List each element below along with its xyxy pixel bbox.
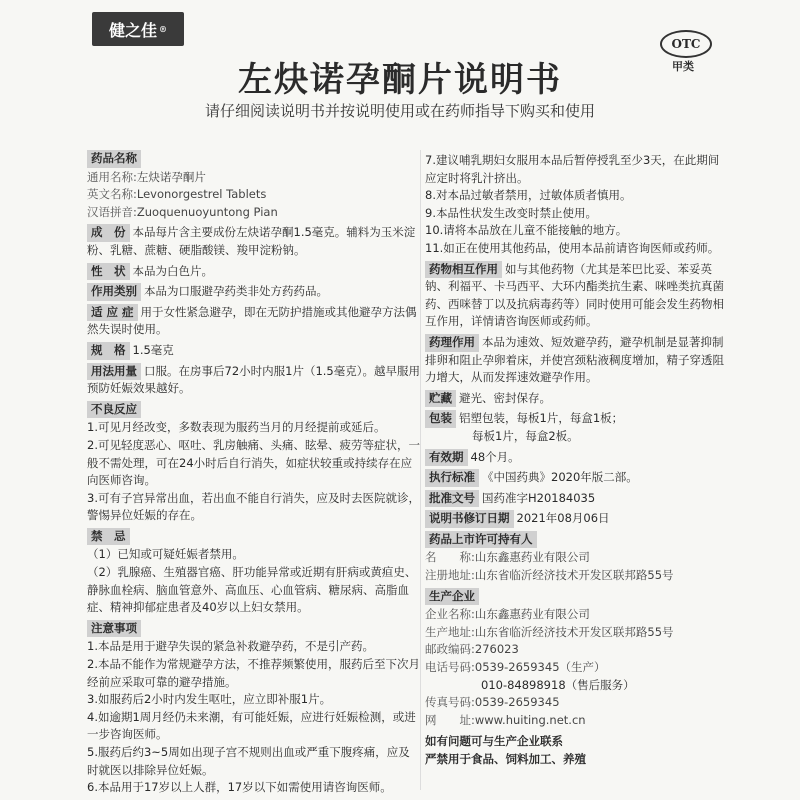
contra-item: （1）已知或可疑妊娠者禁用。 <box>87 547 244 562</box>
right-column <box>425 152 730 769</box>
otc-badge: OTC <box>660 30 712 58</box>
adverse-item: 1.可见月经改变，多数表现为服药当月的月经提前或延后。 <box>87 420 386 435</box>
package-section: 包装 铝塑包装，每板1片，每盒1板； 每板1片，每盒2板。 <box>425 410 730 445</box>
interactions-section: 药物相互作用 如与其他药物（尤其是苯巴比妥、苯妥英钠、利福平、卡马西平、大环内酯类抗生素、咪唑类抗真菌药、西咪替丁以及抗病毒药等）同时使用可能会发生药物相互作用，详情请咨询医师或药师。 <box>425 261 724 329</box>
precaution-item: 1.本品是用于避孕失误的紧急补救避孕药，不是引产药。 <box>87 639 374 654</box>
precaution-item: 10.请将本品放在儿童不能接触的地方。 <box>425 223 628 238</box>
approval-section: 批准文号 国药准字H20184035 <box>425 490 730 508</box>
page-subtitle: 请仔细阅读说明书并按说明使用或在药师指导下购买和使用 <box>204 102 595 120</box>
footer-warning: 严禁用于食品、饲料加工、养殖 <box>425 752 586 766</box>
precaution-item: 9.本品性状发生改变时禁止使用。 <box>425 205 597 220</box>
generic-name: 通用名称: 左炔诺孕酮片 <box>87 169 206 184</box>
brand-logo: 健之佳 ® <box>92 12 184 46</box>
english-name: 英文名称: Levonorgestrel Tablets <box>87 187 267 202</box>
precaution-item: 4.如逾期1周月经仍未来潮，有可能妊娠，应进行妊娠检测，或进一步咨询医师。 <box>87 709 416 742</box>
precaution-item: 5.服药后约3~5周如出现子宫不规则出血或严重下腹疼痛，应及时就医以排除异位妊娠。 <box>87 745 410 777</box>
footer-contact: 如有问题可与生产企业联系 <box>425 734 563 749</box>
otc-category: 甲类 <box>672 60 694 73</box>
validity-section: 有效期 48个月。 <box>425 449 730 467</box>
contraindication-section: 禁 忌 （1）已知或可疑妊娠者禁用。 （2）乳腺癌、生殖器官癌、肝功能异常或近期有肝病或黄疸史、静脉血栓病、脑血管意外、高血压、心血管病、糖尿病、高脂血症、精神抑郁症患者及40岁以上妇女禁用。 <box>87 528 420 617</box>
precaution-item: 6.本品用于17岁以上人群，17岁以下如需使用请咨询医师。 <box>87 780 392 795</box>
revision-section: 说明书修订日期 2021年08月06日 <box>425 510 730 528</box>
precautions-continued <box>425 152 730 258</box>
manufacturer-section: 生产企业 企业名称: 山东鑫惠药业有限公司 生产地址: 山东省临沂经济技术开发区联邦路55号 邮政编码: 276023 电话号码: 0539-2659345（生产） 010-84898918（售后服务） 传真号码: 0539-2659345 网 址: www.huiting.net.cn <box>425 588 674 727</box>
page-title: 左炔诺孕酮片说明书 <box>238 60 562 100</box>
indication-section: 适 应 症 用于女性紧急避孕，即在无防护措施或其他避孕方法偶然失误时使用。 <box>87 304 417 337</box>
appearance-section: 性 状 本品为白色片。 <box>87 263 420 281</box>
category-section: 作用类别 本品为口服避孕药类非处方药药品。 <box>87 283 420 301</box>
precautions-section: 注意事项 1.本品是用于避孕失误的紧急补救避孕药，不是引产药。 2.本品不能作为常规避孕方法，不推荐频繁使用，服药后至下次月经前应采取可靠的避孕措施。 3.如服药后2小时内发生呕吐，应立即补服1片。 4.如逾期1周月经仍未来潮，有可能妊娠，应进行妊娠检测，或进一步咨询医师。 5.服药后约3~5周如出现子宫不规则出血或严重下腹疼痛，应及时就医以排除异位妊娠。 6.本品用于17岁以上人群，17岁以下如需使用请咨询医师。 <box>87 620 420 797</box>
pharmacology-section: 药理作用 本品为速效、短效避孕药，避孕机制是显著抑制排卵和阻止孕卵着床，并使宫颈粘液稠度增加，精子穿透阻力增大，从而发挥速效避孕作用。 <box>425 334 724 385</box>
contra-item: （2）乳腺癌、生殖器官癌、肝功能异常或近期有肝病或黄疸史、静脉血栓病、脑血管意外、高血压、心血管病、糖尿病、高脂血症、精神抑郁症患者及40岁以上妇女禁用。 <box>87 565 417 615</box>
mah-section: 药品上市许可持有人 名 称: 山东鑫惠药业有限公司 注册地址: 山东省临沂经济技术开发区联邦路55号 <box>425 531 674 583</box>
pinyin-name: 汉语拼音: Zuoquenuoyuntong Pian <box>87 204 278 219</box>
precaution-item: 3.如服药后2小时内发生呕吐，应立即补服1片。 <box>87 692 332 707</box>
section-label: 药品名称 <box>87 150 141 168</box>
dosage-section: 用法用量 口服。在房事后72小时内服1片（1.5毫克）。越早服用预防妊娠效果越好。 <box>87 363 420 396</box>
column-divider <box>420 150 421 790</box>
adverse-item: 2.可见轻度恶心、呕吐、乳房触痛、头痛、眩晕、疲劳等症状，一般不需处理，可在24小时后自行消失，如症状较重或持续存在应向医师咨询。 <box>87 437 420 488</box>
precaution-item: 11.如正在使用其他药品，使用本品前请咨询医师或药师。 <box>425 240 720 255</box>
standard-section: 执行标准 《中国药典》2020年版二部。 <box>425 469 730 487</box>
composition-section: 成 份 本品每片含主要成份左炔诺孕酮1.5毫克。辅料为玉米淀粉、乳糖、蔗糖、硬脂酸镁、羧甲淀粉钠。 <box>87 225 416 257</box>
footer <box>425 733 730 768</box>
precaution-item: 2.本品不能作为常规避孕方法，不推荐频繁使用，服药后至下次月经前应采取可靠的避孕措施。 <box>87 657 420 689</box>
left-column <box>87 150 420 800</box>
storage-section: 贮藏 避光、密封保存。 <box>425 390 730 408</box>
precaution-item: 8.对本品过敏者禁用，过敏体质者慎用。 <box>425 188 632 203</box>
drug-name-section <box>87 150 420 221</box>
adverse-item: 3.可有子宫异常出血，若出血不能自行消失，应及时去医院就诊，警惕异位妊娠的存在。 <box>87 490 420 523</box>
spec-section: 规 格 1.5毫克 <box>87 342 420 360</box>
adverse-section: 不良反应 1.可见月经改变，多数表现为服药当月的月经提前或延后。 2.可见轻度恶心、呕吐、乳房触痛、头痛、眩晕、疲劳等症状，一般不需处理，可在24小时后自行消失，如症状较重或持续存在应向医师咨询。 3.可有子宫异常出血，若出血不能自行消失，应及时去医院就诊，警惕异位妊娠的存在。 <box>87 401 420 525</box>
precaution-item: 7.建议哺乳期妇女服用本品后暂停授乳至少3天，在此期间应定时将乳汁挤出。 <box>425 153 720 185</box>
